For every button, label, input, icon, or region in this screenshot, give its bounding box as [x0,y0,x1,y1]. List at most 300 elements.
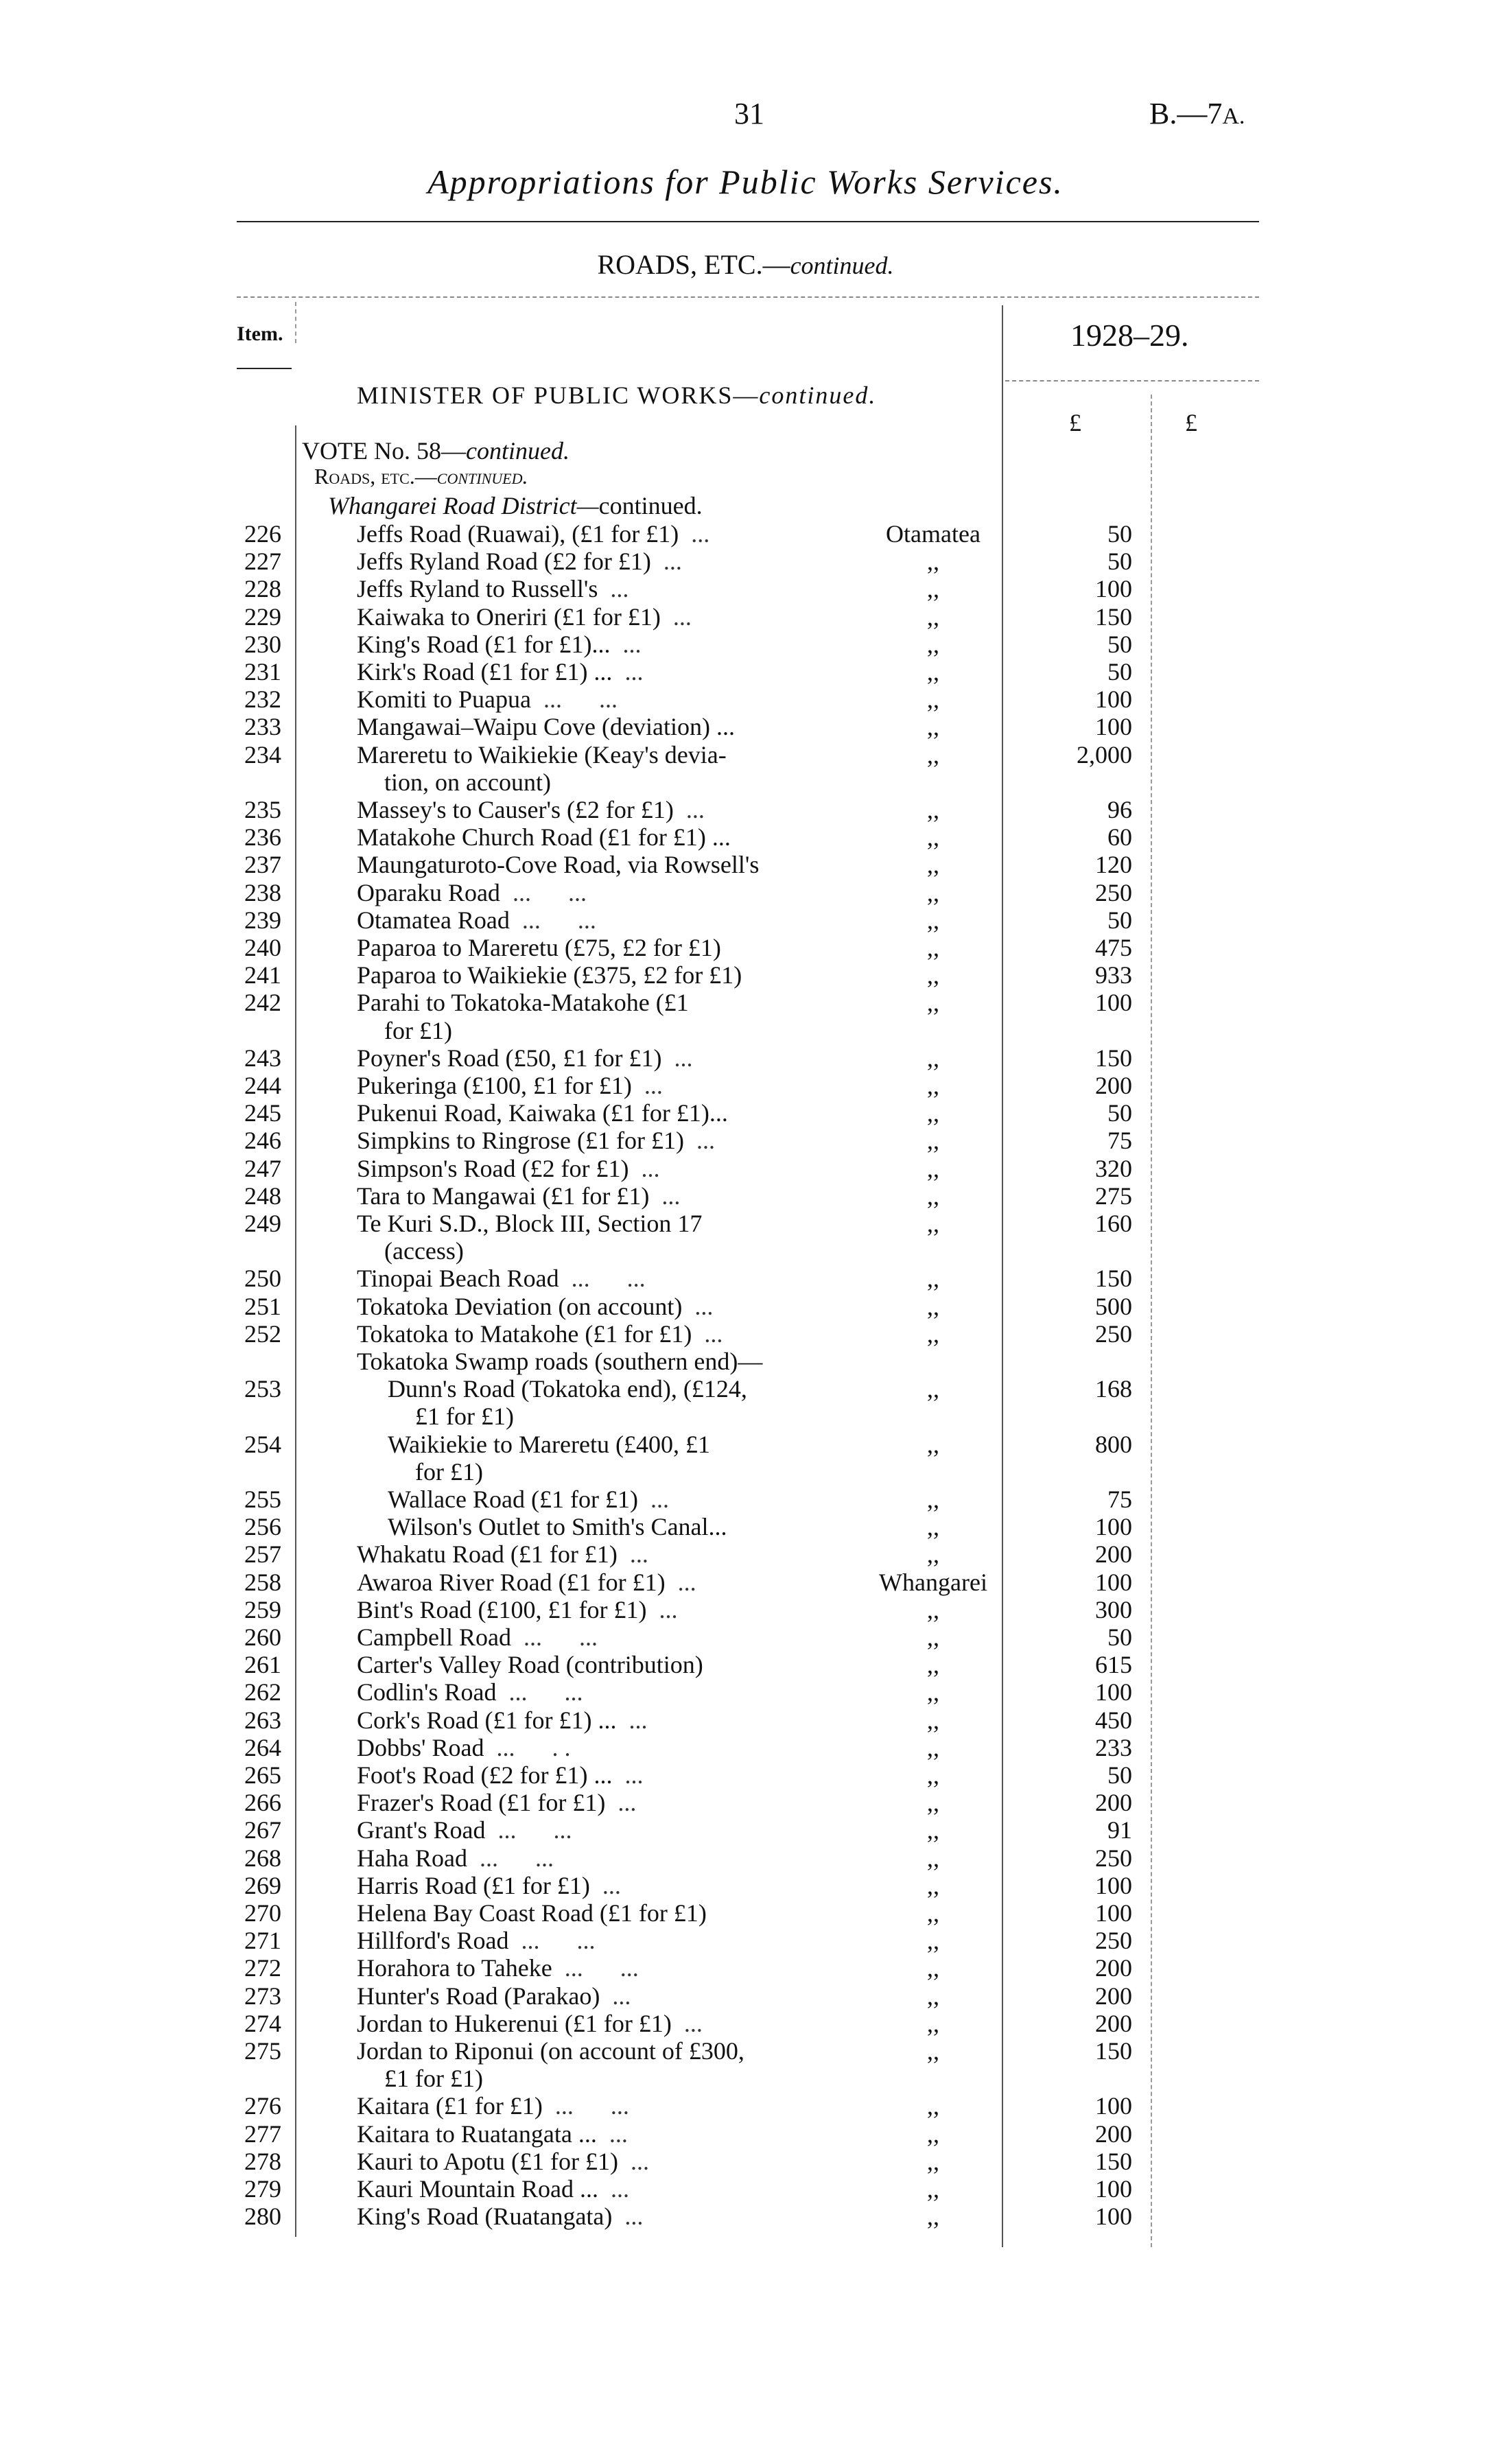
table-row [0,2175,1491,2203]
amount-pounds: 100 [1095,1568,1132,1596]
amount-pounds: 96 [1107,796,1132,823]
road-district: ,, [927,1127,939,1155]
road-description-continued: tion, on account) [384,768,551,796]
road-district: ,, [927,2120,939,2148]
item-number: 266 [244,1789,281,1817]
road-description: Jeffs Road (Ruawai), (£1 for £1) ... [357,520,710,548]
table-row [0,2203,1491,2231]
road-district: ,, [927,1154,939,1182]
item-number: 271 [244,1927,281,1955]
amount-pounds: 615 [1095,1651,1132,1679]
road-district: ,, [927,1982,939,2010]
table-row [0,1182,1491,1210]
table-row [0,989,1491,1017]
table-row [0,1099,1491,1127]
leader-dots: ... [683,1127,715,1155]
amount-pounds: 100 [1095,2092,1132,2120]
leader-dots: ... [589,1871,621,1899]
item-number: 249 [244,1210,281,1237]
table-row [0,685,1491,714]
road-district: ,, [927,1319,939,1348]
year-header-rule [1005,380,1259,382]
table-row [0,796,1491,824]
road-district: ,, [927,1789,939,1817]
item-number: 264 [244,1733,281,1761]
item-number: 278 [244,2147,281,2175]
district-heading: Whangarei Road District—continued. [328,492,703,519]
leader-dots: ... [610,630,642,658]
road-description: Oparaku Road ... ... [357,878,587,906]
road-description: Matakohe Church Road (£1 for £1) ... [357,823,731,852]
road-description: Kauri Mountain Road ... ... [357,2175,629,2203]
amount-pounds: 475 [1095,934,1132,961]
section-rule [237,296,1259,298]
amount-pounds: 50 [1107,1623,1132,1651]
road-description: Pukenui Road, Kaiwaka (£1 for £1)... [357,1099,728,1127]
table-row [0,1927,1491,1955]
item-number: 279 [244,2175,281,2203]
table-row [0,934,1491,962]
leader-dots: ... [598,2175,629,2203]
road-description: Pukeringa (£100, £1 for £1) ... [357,1072,663,1099]
road-district: ,, [927,685,939,714]
leader-dots: ... [612,658,644,685]
page-title: Appropriations for Public Works Services. [427,163,1064,201]
item-number: 277 [244,2120,281,2148]
table-row [0,1210,1491,1238]
table-row [0,1844,1491,1873]
amount-pounds: 200 [1095,2009,1132,2037]
road-description: Bint's Road (£100, £1 for £1) ... [357,1595,678,1623]
title-rule [237,221,1259,222]
item-number: 228 [244,575,281,603]
road-district: ,, [927,1678,939,1706]
table-row [0,1072,1491,1100]
amount-pounds: 200 [1095,1072,1132,1099]
road-district: ,, [927,1954,939,1982]
amount-pounds: 50 [1107,906,1132,934]
amount-pounds: 50 [1107,1761,1132,1789]
item-number: 243 [244,1044,281,1072]
road-description: Kaiwaka to Oneriri (£1 for £1) ... [357,602,692,631]
table-row [0,1623,1491,1652]
amount-pounds: 100 [1095,1871,1132,1899]
table-row [0,879,1491,907]
item-number: 257 [244,1540,281,1569]
item-number: 258 [244,1568,281,1596]
road-district: ,, [927,1816,939,1844]
amount-pounds: 500 [1095,1292,1132,1320]
table-row [0,1734,1491,1762]
leader-dots: ... [692,1319,723,1348]
item-number: 231 [244,658,281,685]
amount-pounds: 50 [1107,658,1132,685]
road-district: ,, [927,906,939,934]
road-description: King's Road (£1 for £1)... ... [357,630,642,658]
leader-dots: ... ... [531,685,618,714]
item-number: 236 [244,823,281,852]
leader-dots: ... [682,1292,714,1320]
road-description: Simpson's Road (£2 for £1) ... [357,1154,660,1182]
road-district: ,, [927,2092,939,2120]
leader-dots: ... [665,1568,696,1596]
road-district: ,, [927,1927,939,1955]
road-district: ,, [927,934,939,961]
item-number: 238 [244,878,281,906]
amount-pounds: 168 [1095,1375,1132,1403]
leader-dots: ... ... [467,1844,554,1872]
amount-pounds: 100 [1095,1899,1132,1927]
table-row [0,1816,1491,1844]
road-district: ,, [927,1761,939,1789]
item-number: 261 [244,1651,281,1679]
road-description: Hunter's Road (Parakao) ... [357,1982,631,2010]
amount-pounds: 91 [1107,1816,1132,1844]
road-district: ,, [927,1513,939,1541]
item-number: 229 [244,602,281,631]
amount-pounds: 200 [1095,1540,1132,1569]
road-district: ,, [927,1706,939,1734]
leader-dots: ... [631,1072,663,1099]
road-description: Waikiekie to Mareretu (£400, £1 [388,1430,710,1458]
road-description: Mareretu to Waikiekie (Keay's devia- [357,740,727,768]
road-district: ,, [927,1486,939,1513]
item-number: 246 [244,1127,281,1155]
amount-pounds: 50 [1107,1099,1132,1127]
amount-pounds: 150 [1095,2037,1132,2065]
road-district: ,, [927,2175,939,2203]
amount-pounds: 100 [1095,713,1132,741]
amount-pounds: 50 [1107,630,1132,658]
road-description-continued: £1 for £1) [384,2065,483,2093]
item-number: 227 [244,548,281,576]
amount-pounds: 160 [1095,1210,1132,1237]
amount-pounds: 200 [1095,1982,1132,2010]
road-description: Te Kuri S.D., Block III, Section 17 [357,1210,703,1237]
leader-dots: ... ... [496,1678,583,1706]
table-row [0,1789,1491,1817]
amount-pounds: 100 [1095,1513,1132,1541]
road-district: ,, [927,1733,939,1761]
road-description: Grant's Road ... ... [357,1816,572,1844]
table-row [0,548,1491,576]
item-number: 274 [244,2009,281,2037]
table-row [0,2010,1491,2038]
road-district: ,, [927,2037,939,2065]
road-description: Frazer's Road (£1 for £1) ... [357,1789,637,1817]
leader-dots: ... [596,2120,628,2148]
amount-pounds: 320 [1095,1154,1132,1182]
leader-dots: ... [671,2009,703,2037]
item-number: 276 [244,2092,281,2120]
road-district: ,, [927,823,939,852]
amount-pounds: 933 [1095,961,1132,989]
roads-heading: Roads, etc.—continued. [314,464,528,489]
road-description: Harris Road (£1 for £1) ... [357,1871,621,1899]
item-number: 260 [244,1623,281,1651]
leader-dots: ... ... [552,1954,639,1982]
leader-dots: ... [673,796,705,823]
item-number: 241 [244,961,281,989]
road-district: ,, [927,796,939,823]
leader-dots: ... [679,520,710,548]
road-description: Paparoa to Mareretu (£75, £2 for £1) [357,934,721,961]
road-description: Kaitara (£1 for £1) ... ... [357,2092,629,2120]
item-number: 280 [244,2203,281,2231]
section-title: ROADS, ETC.—continued. [597,249,894,280]
road-description: Wilson's Outlet to Smith's Canal... [388,1513,727,1541]
road-description: Komiti to Puapua ... ... [357,685,618,714]
amount-pounds: 60 [1107,823,1132,852]
road-district: ,, [927,1540,939,1569]
leader-dots: ... [616,1706,648,1734]
table-row [0,961,1491,989]
table-row [0,1431,1491,1459]
leader-dots: ... ... [510,1623,598,1651]
item-number: 248 [244,1182,281,1210]
item-number: 242 [244,989,281,1017]
amount-pounds: 2,000 [1077,740,1132,768]
road-description: Tara to Mangawai (£1 for £1) ... [357,1182,681,1210]
road-description: Jordan to Hukerenui (£1 for £1) ... [357,2009,703,2037]
amount-pounds: 100 [1095,2175,1132,2203]
table-row [0,575,1491,603]
table-row [0,2148,1491,2176]
road-description: Haha Road ... ... [357,1844,554,1872]
road-district: ,, [927,961,939,989]
table-row [0,851,1491,879]
item-number: 251 [244,1292,281,1320]
year-column-header: 1928–29. [1070,318,1189,353]
amount-pounds: 450 [1095,1706,1132,1734]
item-number: 262 [244,1678,281,1706]
road-description: Massey's to Causer's (£2 for £1) ... [357,796,705,823]
item-number: 234 [244,740,281,768]
road-description: Kirk's Road (£1 for £1) ... ... [357,658,644,685]
table-row [0,2037,1491,2065]
road-description: Wallace Road (£1 for £1) ... [388,1486,669,1513]
leader-dots: ... [661,1044,693,1072]
road-description: Helena Bay Coast Road (£1 for £1) [357,1899,707,1927]
road-description: Paparoa to Waikiekie (£375, £2 for £1) [357,961,742,989]
item-number: 230 [244,630,281,658]
table-row [0,1540,1491,1569]
road-description: King's Road (Ruatangata) ... [357,2203,644,2231]
table-row [0,1761,1491,1790]
road-district: ,, [927,878,939,906]
road-description: Tokatoka to Matakohe (£1 for £1) ... [357,1319,723,1348]
table-row [0,631,1491,659]
road-district: ,, [927,1182,939,1210]
road-district: ,, [927,1210,939,1237]
leader-dots: ... [605,1789,637,1817]
amount-pounds: 250 [1095,1927,1132,1955]
road-description: Tokatoka Deviation (on account) ... [357,1292,714,1320]
item-number: 247 [244,1154,281,1182]
road-description: Awaroa River Road (£1 for £1) ... [357,1568,696,1596]
currency-symbol-column-2: £ [1185,409,1197,436]
table-row [0,1155,1491,1183]
item-number: 263 [244,1706,281,1734]
item-number: 239 [244,906,281,934]
leader-dots: ... ... [542,2092,629,2120]
leader-dots: ... [646,1595,678,1623]
road-district: ,, [927,1072,939,1099]
road-description: Jeffs Ryland Road (£2 for £1) ... [357,548,682,576]
road-description: Tinopai Beach Road ... ... [357,1265,646,1293]
item-column-rule [295,302,296,343]
road-description-continued: for £1) [415,1457,483,1486]
road-description: Whakatu Road (£1 for £1) ... [357,1540,648,1569]
amount-pounds: 50 [1107,520,1132,548]
road-description: Simpkins to Ringrose (£1 for £1) ... [357,1127,715,1155]
leader-dots: ... [612,2203,644,2231]
leader-dots: ... [598,575,629,603]
leader-dots: ... [649,1182,681,1210]
item-header-rule [237,368,292,369]
road-description: Mangawai–Waipu Cove (deviation) ... [357,713,735,741]
amount-pounds: 75 [1107,1127,1132,1155]
table-row [0,1899,1491,1927]
road-district: ,, [927,989,939,1017]
road-district: ,, [927,630,939,658]
road-description: Horahora to Taheke ... ... [357,1954,639,1982]
road-description: Jeffs Ryland to Russell's ... [357,575,629,603]
table-row [0,2092,1491,2120]
table-row [0,1293,1491,1321]
item-number: 273 [244,1982,281,2010]
amount-pounds: 200 [1095,1789,1132,1817]
item-number: 252 [244,1319,281,1348]
table-row [0,1486,1491,1514]
currency-symbol-column-1: £ [1069,409,1081,436]
road-district: ,, [927,1375,939,1403]
table-row [0,1569,1491,1597]
item-number: 256 [244,1513,281,1541]
swamp-roads-heading: Tokatoka Swamp roads (southern end)— [357,1348,763,1375]
leader-dots: ... [618,2147,649,2175]
road-district: ,, [927,2009,939,2037]
leader-dots: ... [650,548,682,576]
amount-pounds: 100 [1095,2203,1132,2231]
item-number: 275 [244,2037,281,2065]
table-row [0,658,1491,686]
leader-dots: ... ... [485,1816,572,1844]
item-number: 237 [244,851,281,879]
page-number: 31 [734,97,764,130]
amount-pounds: 300 [1095,1595,1132,1623]
leader-dots: ... [629,1154,660,1182]
road-description: Dunn's Road (Tokatoka end), (£124, [388,1375,747,1403]
amount-pounds: 275 [1095,1182,1132,1210]
item-number: 226 [244,520,281,548]
road-district: ,, [927,1099,939,1127]
table-row [0,713,1491,741]
road-district: Otamatea [886,520,981,548]
item-number: 268 [244,1844,281,1872]
road-district: ,, [927,851,939,879]
item-number: 233 [244,713,281,741]
item-number: 235 [244,796,281,823]
item-number: 267 [244,1816,281,1844]
item-number: 259 [244,1595,281,1623]
road-description-continued: £1 for £1) [415,1403,514,1431]
amount-pounds: 150 [1095,1044,1132,1072]
item-number: 254 [244,1430,281,1458]
table-row [0,1375,1491,1403]
amount-pounds: 200 [1095,1954,1132,1982]
road-district: ,, [927,1265,939,1293]
road-district: ,, [927,548,939,576]
leader-dots: ... ... [509,906,596,934]
amount-pounds: 150 [1095,602,1132,631]
road-district: ,, [927,1844,939,1872]
leader-dots: ... [617,1540,648,1569]
item-number: 272 [244,1954,281,1982]
road-district: ,, [927,1292,939,1320]
amount-pounds: 100 [1095,989,1132,1017]
road-description: Codlin's Road ... ... [357,1678,583,1706]
table-row [0,1513,1491,1541]
amount-pounds: 120 [1095,851,1132,879]
document-reference: B.—7A. [1149,97,1245,130]
road-district: ,, [927,575,939,603]
table-row [0,823,1491,852]
item-number: 250 [244,1265,281,1293]
table-row [0,2120,1491,2148]
amount-pounds: 233 [1095,1733,1132,1761]
amount-pounds: 200 [1095,2120,1132,2148]
road-description-continued: (access) [384,1237,464,1265]
amount-pounds: 250 [1095,1319,1132,1348]
road-district: ,, [927,713,939,741]
road-description: Jordan to Riponui (on account of £300, [357,2037,744,2065]
road-district: Whangarei [879,1568,987,1596]
leader-dots: ... . . [484,1733,571,1761]
table-row [0,1678,1491,1706]
item-column-header: Item. [237,322,283,345]
table-row [0,1265,1491,1293]
item-number: 270 [244,1899,281,1927]
table-row [0,603,1491,631]
leader-dots: ... [660,602,692,631]
road-district: ,, [927,2203,939,2231]
road-description-continued: for £1) [384,1016,452,1044]
table-row [0,1954,1491,1982]
item-number: 240 [244,934,281,961]
leader-dots: ... ... [500,878,587,906]
item-number: 269 [244,1871,281,1899]
road-district: ,, [927,2147,939,2175]
table-row [0,741,1491,769]
road-district: ,, [927,1430,939,1458]
road-description: Poyner's Road (£50, £1 for £1) ... [357,1044,693,1072]
road-description: Cork's Road (£1 for £1) ... ... [357,1706,648,1734]
item-number: 232 [244,685,281,714]
road-description: Dobbs' Road ... . . [357,1733,571,1761]
amount-pounds: 800 [1095,1430,1132,1458]
road-district: ,, [927,1044,939,1072]
table-row [0,1127,1491,1155]
amount-pounds: 150 [1095,2147,1132,2175]
leader-dots: ... [637,1486,669,1513]
amount-pounds: 100 [1095,575,1132,603]
road-district: ,, [927,1899,939,1927]
amount-pounds: 250 [1095,878,1132,906]
road-district: ,, [927,740,939,768]
item-number: 245 [244,1099,281,1127]
road-district: ,, [927,1871,939,1899]
